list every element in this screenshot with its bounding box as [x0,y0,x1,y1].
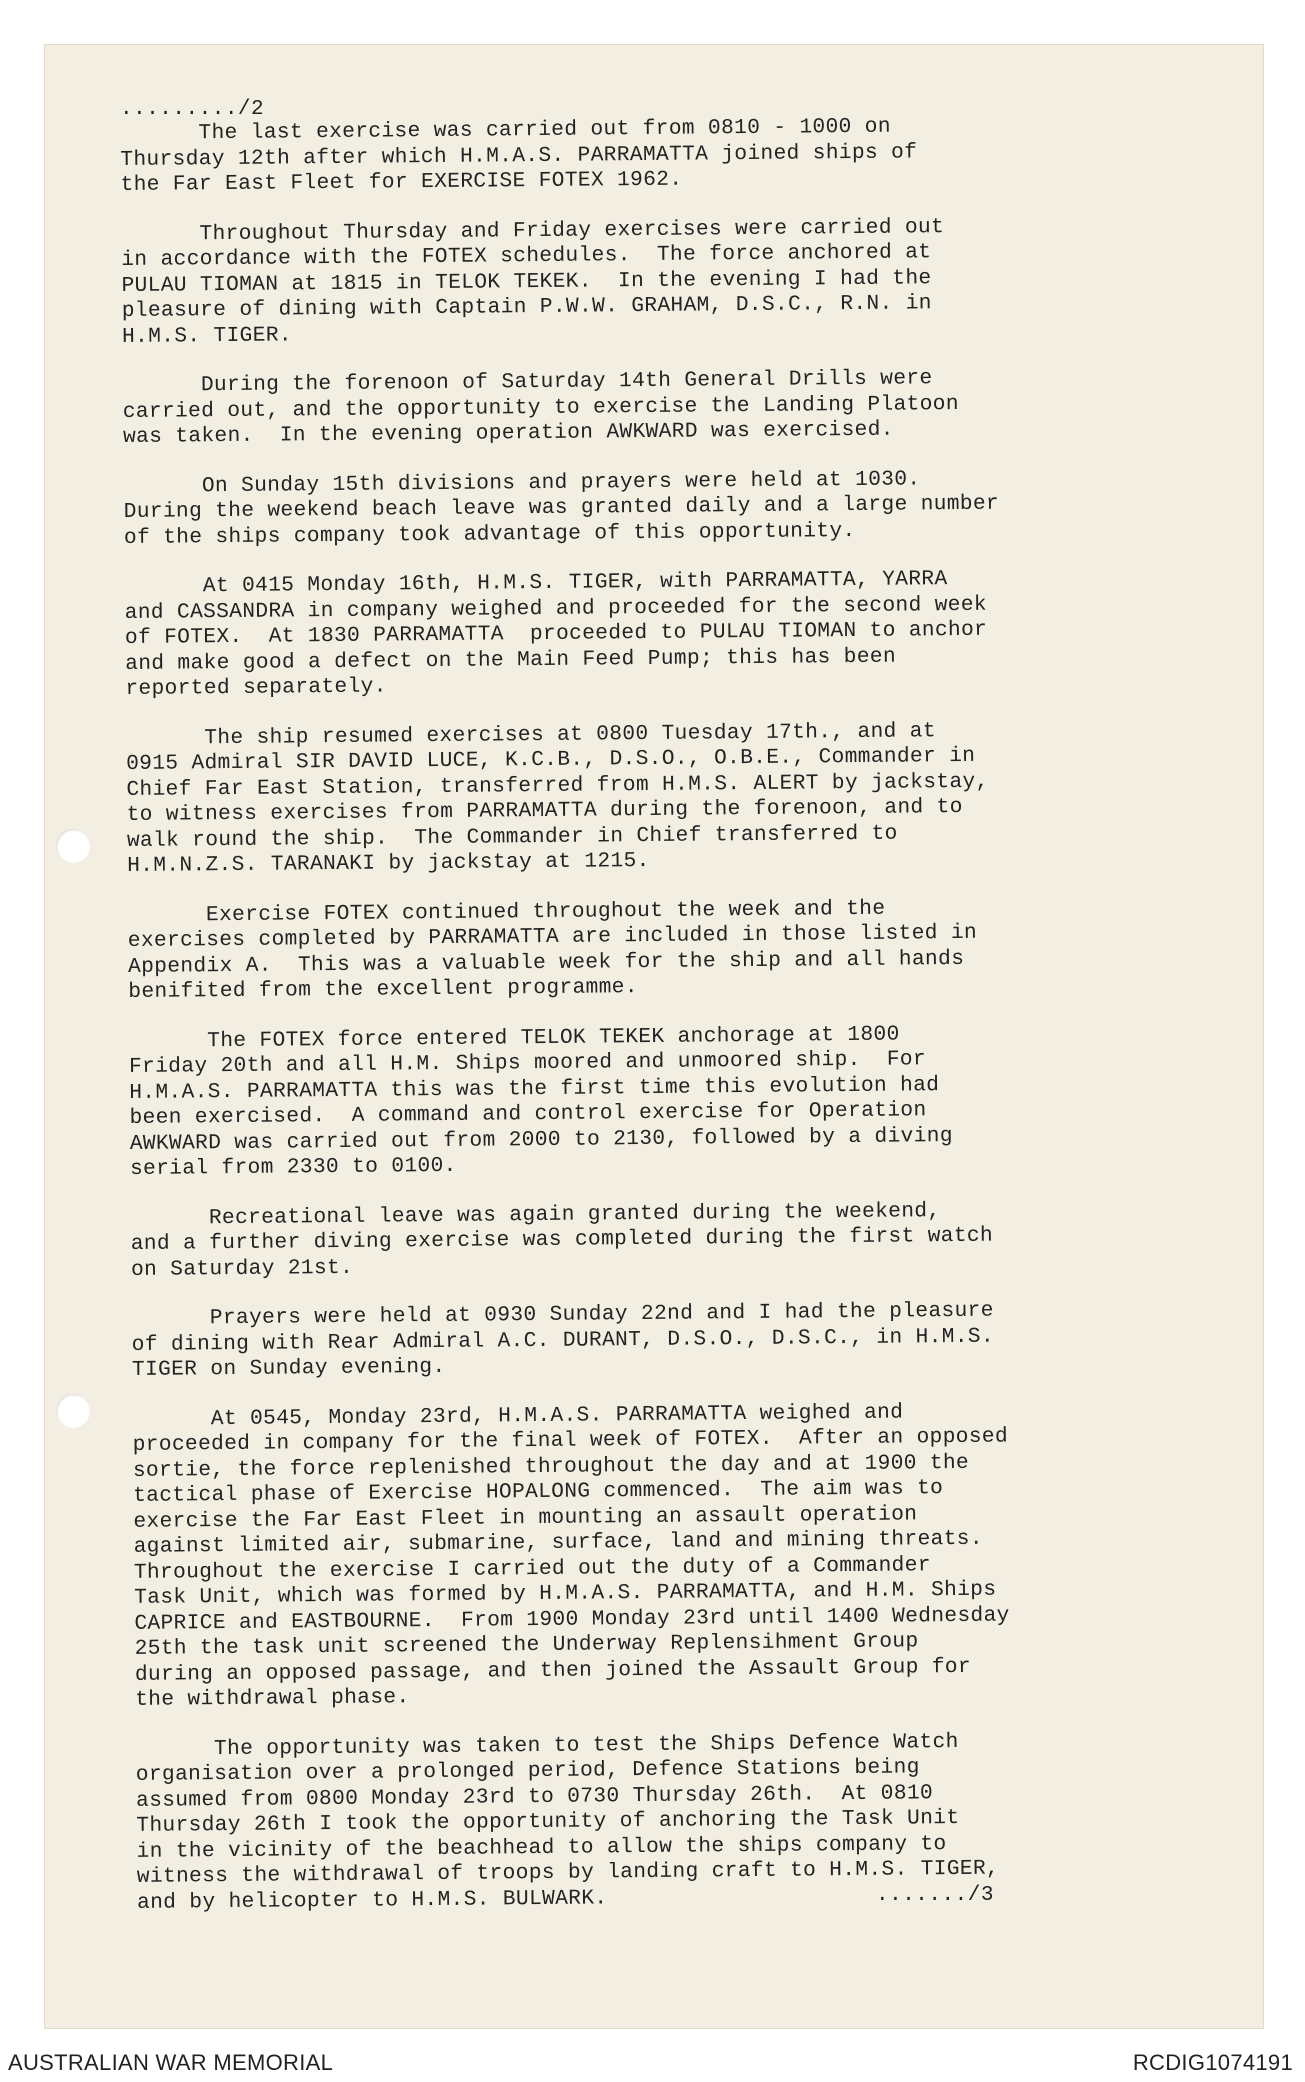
paragraph-recreational-leave: Recreational leave was again granted during the weekend, and a further diving exercise was completed during the first watch on Saturday 21st. [130,1198,994,1282]
paragraph-commander-visit: The ship resumed exercises at 0800 Tuesday 17th., and at 0915 Admiral SIR DAVID LUCE, K.C.B., D.S.O., O.B.E., Commander in Chief Far East Station, transferred from H.M.S. ALERT by jackstay, to witness exercises from PARRAMATTA during the forenoon, and to walk round the ship. The Commander in Chief transferred to H.M.N.Z.S. TARANAKI by jackstay at 1215. [125,718,989,878]
punch-hole-bottom [56,1394,90,1428]
page-continuation-marker-top: ........./2 [120,98,265,121]
typed-report-body [120,112,1167,1940]
footer-archive-name: AUSTRALIAN WAR MEMORIAL [8,2050,334,2075]
paragraph-mooring-exercise: The FOTEX force entered TELOK TEKEK anchorage at 1800 Friday 20th and all H.M. Ships moored and unmoored ship. For H.M.A.S. PARRAMATTA this was the first time this evolution had been exercised. A command and control exercise for Operation AWKWARD was carried out from 2000 to 2130, followed by a diving serial from 2330 to 0100. [128,1022,953,1181]
paragraph-defence-watch: The opportunity was taken to test the Ships Defence Watch organisation over a prolonged period, Defence Stations being assumed from 0800 Monday 23rd to 0730 Thursday 26th. At 0810 Thursday 26th I took the opportunity of anchoring the Task Unit in the vicinity of the beachhead to allow the ships company to witness the withdrawal of troops by landing craft to H.M.S. TIGER, and by helicopter to H.M.S. BULWARK. [135,1729,1000,1915]
paragraph-sunday-divisions: On Sunday 15th divisions and prayers were held at 1030. During the weekend beach leave was granted daily and a large number of the ships company took advantage of this opportunity. [123,466,1000,550]
page-continuation-marker-bottom: ......./3 [876,1884,994,1907]
paragraph-fotex-schedules: Throughout Thursday and Friday exercises were carried out in accordance with the FOTEX schedules. The force anchored at PULAU TIOMAN at 1815 in TELOK TEKEK. In the evening I had the pleasure of dining with Captain P.W.W. GRAHAM, D.S.C., R.N. in H.M.S. TIGER. [120,214,945,349]
paragraph-exercises-appendix: Exercise FOTEX continued throughout the week and the exercises completed by PARRAMATTA are included in those listed in Appendix A. This was a valuable week for the ship and all hands benifited from the excellent programme. [127,896,978,1004]
paragraph-second-week: At 0415 Monday 16th, H.M.S. TIGER, with PARRAMATTA, YARRA and CASSANDRA in company weighed and proceeded for the second week of FOTEX. At 1830 PARRAMATTA proceeded to PULAU TIOMAN to anchor and make good a defect on the Main Feed Pump; this has been reported separately. [124,567,988,701]
punch-hole-top [56,829,90,863]
footer-record-id: RCDIG1074191 [1132,2050,1293,2075]
paragraph-prayers-dining: Prayers were held at 0930 Sunday 22nd and I had the pleasure of dining with Rear Admiral A.C. DURANT, D.S.O., D.S.C., in H.M.S. TIGER on Sunday evening. [131,1298,995,1382]
paragraph-general-drills: During the forenoon of Saturday 14th General Drills were carried out, and the opportunity to exercise the Landing Platoon was taken. In the evening operation AWKWARD was exercised. [122,366,959,449]
paragraph-final-week: At 0545, Monday 23rd, H.M.A.S. PARRAMATTA weighed and proceeded in company for the final week of FOTEX. After an opposed sortie, the force replenished throughout the day and at 1900 the tactical phase of Exercise HOPALONG commenced. The aim was to exercise the Far East Fleet in mounting an assault operation against limited air, submarine, surface, land and mining threats. Throughout the exercise I carried out the duty of a Commander Task Unit, which was formed by H.M.A.S. PARRAMATTA, and H.M. Ships CAPRICE and EASTBOURNE. From 1900 Monday 23rd until 1400 Wednesday 25th the task unit screened the Underway Replensihment Group during an opposed passage, and then joined the Assault Group for the withdrawal phase. [132,1400,1010,1712]
paragraph-fotex-start: The last exercise was carried out from 0810 - 1000 on Thursday 12th after which H.M.A.S. PARRAMATTA joined ships of the Far East Fleet for EXERCISE FOTEX 1962. [120,114,918,197]
